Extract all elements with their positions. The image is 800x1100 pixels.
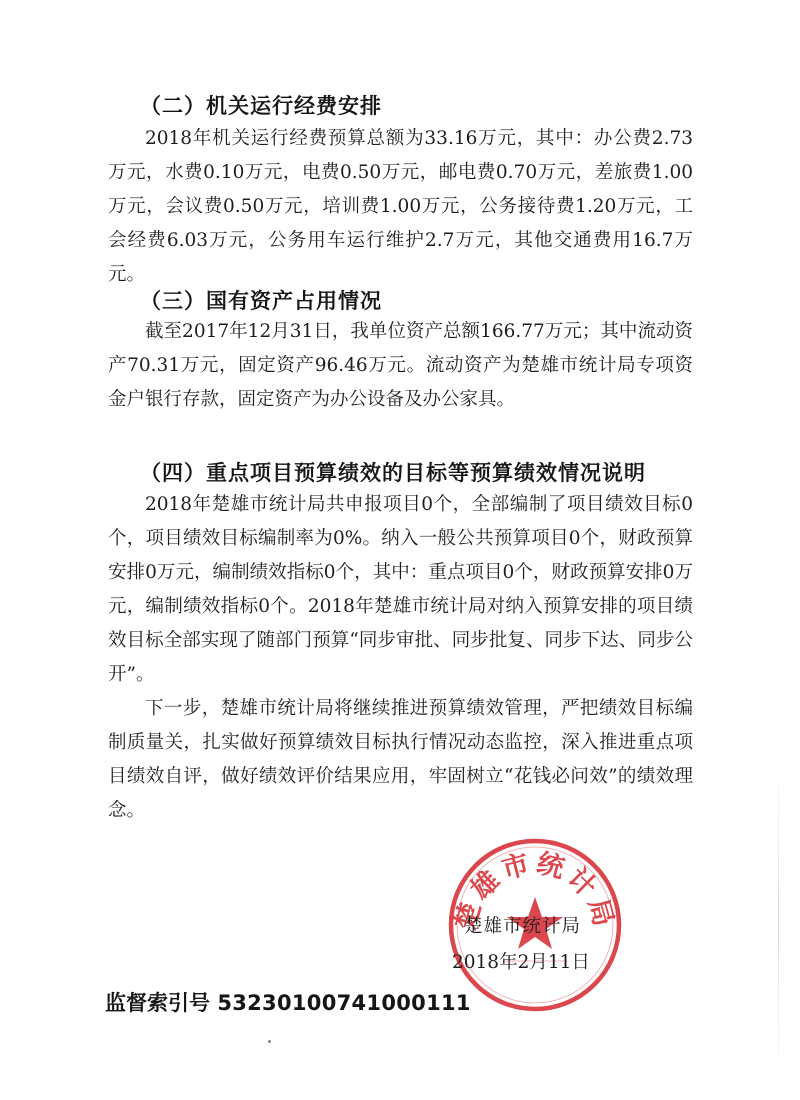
signature-date: 2018年2月11日: [452, 952, 590, 973]
scan-edge-shadow: [778, 760, 779, 1080]
paragraph-state-assets: 截至2017年12月31日，我单位资产总额166.77万元；其中流动资产70.31万元，固定资产96.46万元。流动资产为楚雄市统计局专项资金户银行存款，固定资产为办公设备及办公家具。: [108, 321, 693, 410]
signature-organization: 楚雄市统计局: [464, 916, 582, 937]
supervision-index: [105, 987, 471, 1017]
svg-text:楚雄市统计局: 楚雄市统计局: [449, 847, 621, 934]
paragraph-next-steps: 下一步，楚雄市统计局将继续推进预算绩效管理，严把绩效目标编制质量关，扎实做好预算绩效目标执行情况动态监控，深入推进重点项目绩效自评，做好绩效评价结果应用，牢固树立“花钱必问效”的绩效理念。: [108, 698, 693, 821]
paragraph-operating-expenses: 2018年机关运行经费预算总额为33.16万元，其中：办公费2.73万元，水费0.10万元，电费0.50万元，邮电费0.70万元，差旅费1.00万元，会议费0.50万元，培训费1.00万元，公务接待费1.20万元，工会经费6.03万元，公务用车运行维护2.7万元，其他交通费用16.7万元。: [108, 128, 693, 285]
supervision-index-label: 监督索引号: [105, 991, 210, 1015]
section-heading-state-assets: （三）国有资产占用情况: [140, 289, 382, 313]
section-heading-performance: （四）重点项目预算绩效的目标等预算绩效情况说明: [140, 461, 646, 485]
supervision-index-number: 53230100741000111: [217, 991, 471, 1015]
paragraph-performance-summary: 2018年楚雄市统计局共申报项目0个，全部编制了项目绩效目标0个，项目绩效目标编制率为0%。纳入一般公共预算项目0个，财政预算安排0万元，编制绩效指标0个，其中：重点项目0个，财政预算安排0万元，编制绩效指标0个。2018年楚雄市统计局对纳入预算安排的项目绩效目标全部实现了随部门预算“同步审批、同步批复、同步下达、同步公开”。: [108, 494, 693, 685]
scan-speck: [268, 1040, 271, 1043]
section-heading-operating-expenses: （二）机关运行经费安排: [140, 94, 382, 118]
